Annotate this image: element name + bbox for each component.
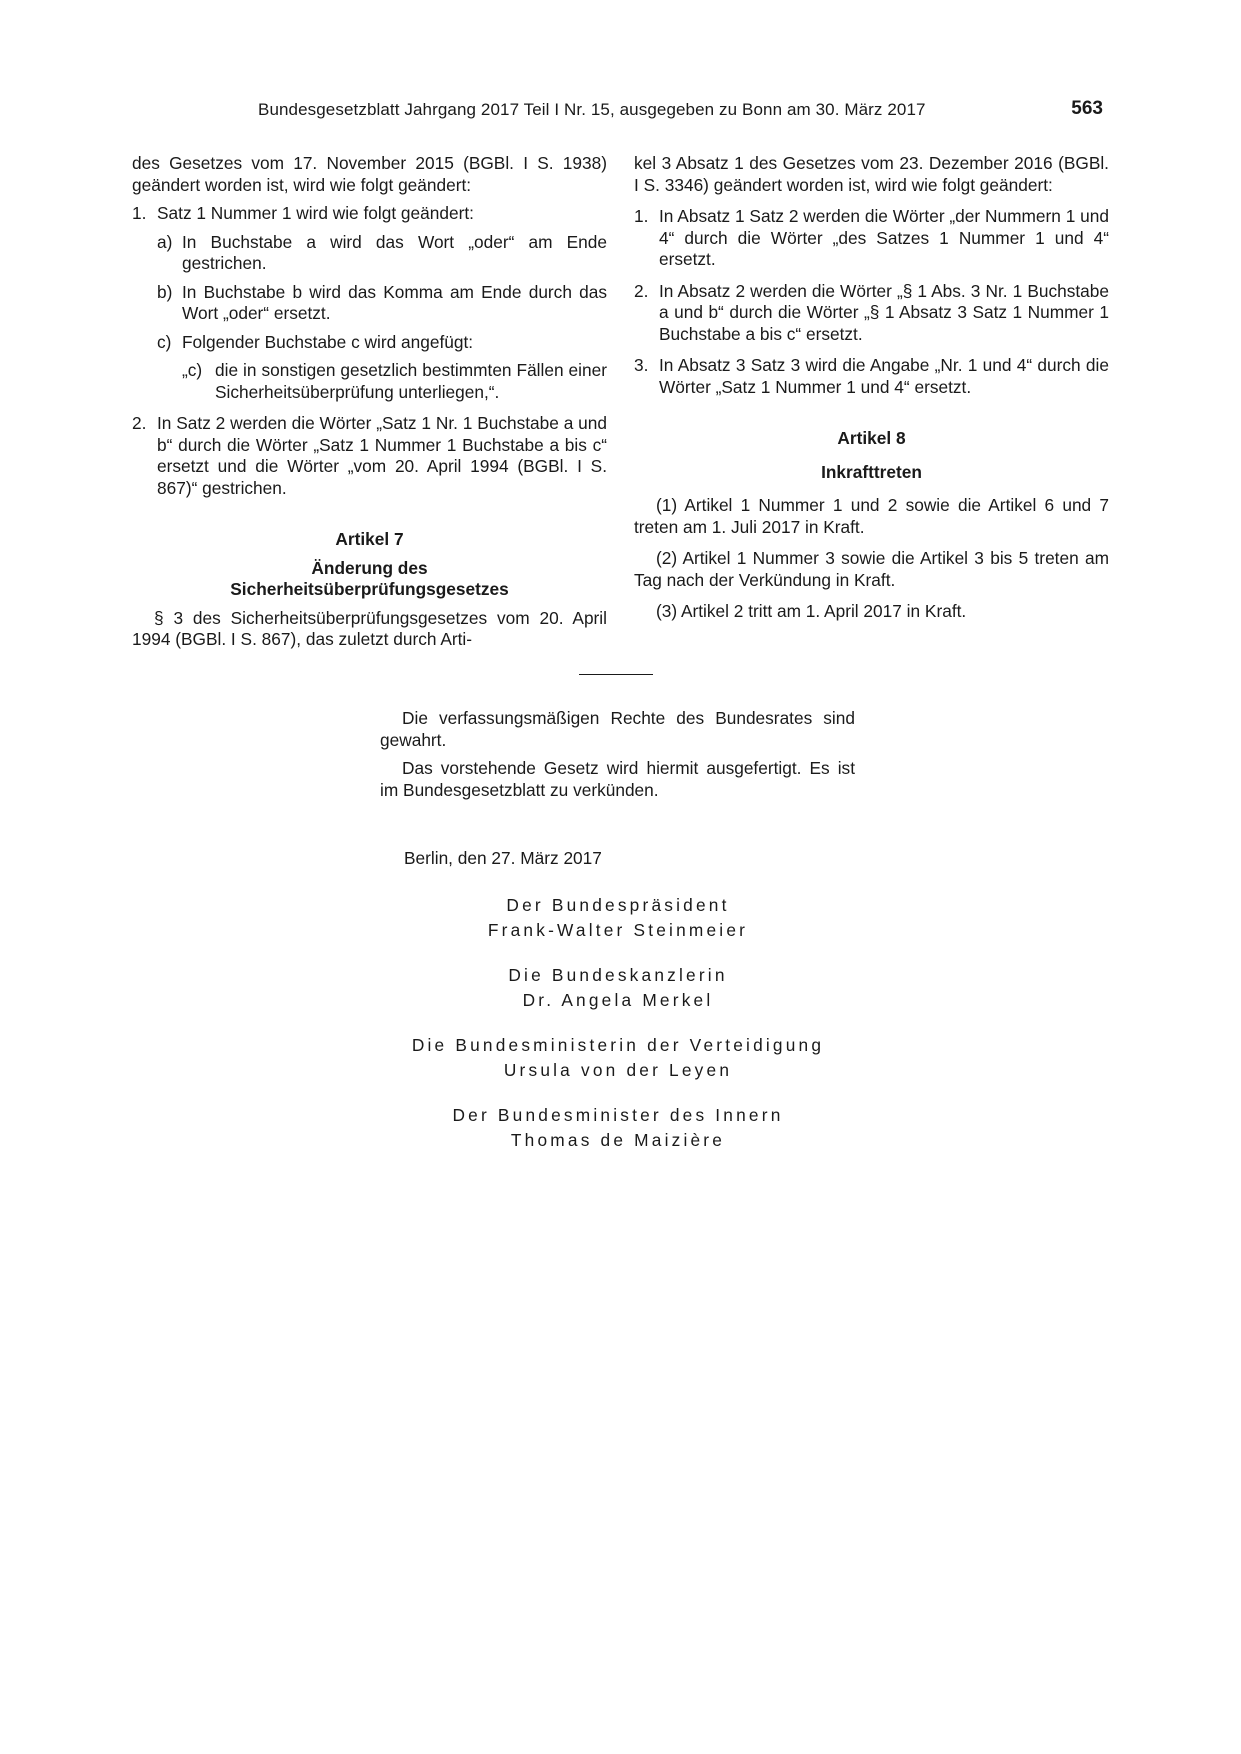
signature-4 bbox=[318, 1103, 918, 1153]
article-8-title: Inkrafttreten bbox=[821, 461, 922, 482]
list-number: 2. bbox=[132, 413, 147, 433]
article-8-para-3: (3) Artikel 2 tritt am 1. April 2017 in Kraft. bbox=[656, 601, 967, 621]
signatory-name: Dr. Angela Merkel bbox=[522, 990, 714, 1010]
place-date: Berlin, den 27. März 2017 bbox=[404, 848, 602, 868]
signatory-title: Der Bundespräsident bbox=[506, 895, 730, 915]
sub-item-text: In Buchstabe a wird das Wort „oder“ am Ende gestrichen. bbox=[182, 231, 607, 273]
sub-item-letter: c) bbox=[157, 331, 172, 352]
list-text: In Satz 2 werden die Wörter „Satz 1 Nr. 1 Buchstabe a und b“ durch die Wörter „Satz 1 Nummer 1 Buchstabe a bis c“ ersetzt und die Wörter „vom 20. April 1994 (BGBl. I S. 867)“ gestrichen. bbox=[157, 413, 607, 498]
article-7-label: Artikel 7 bbox=[335, 529, 404, 549]
sub-item-c bbox=[132, 332, 607, 354]
list-text: In Absatz 1 Satz 2 werden die Wörter „der Nummern 1 und 4“ durch die Wörter „des Satzes 1 Nummer 1 und 4“ ersetzt. bbox=[659, 206, 1109, 269]
signatory-name: Ursula von der Leyen bbox=[503, 1060, 733, 1080]
list-item-2 bbox=[634, 281, 1109, 346]
closing-para-1: Die verfassungsmäßigen Rechte des Bundesrates sind gewahrt. bbox=[380, 708, 855, 750]
signature-3 bbox=[318, 1033, 918, 1083]
list-item-3 bbox=[634, 355, 1109, 398]
list-text: In Absatz 2 werden die Wörter „§ 1 Abs. 3 Nr. 1 Buchstabe a und b“ durch die Wörter „§ 1 Absatz 3 Satz 1 Nummer 1 Buchstabe a bis c“ ersetzt. bbox=[659, 280, 1109, 344]
list-item-1 bbox=[634, 206, 1109, 271]
sub-item-a bbox=[132, 232, 607, 275]
left-intro: des Gesetzes vom 17. November 2015 (BGBl. I S. 1938) geändert worden ist, wird wie folgt geändert: bbox=[132, 153, 607, 195]
right-intro: kel 3 Absatz 1 des Gesetzes vom 23. Dezember 2016 (BGBl. I S. 3346) geändert worden ist, wird wie folgt geändert: bbox=[634, 153, 1109, 195]
signatory-title: Die Bundeskanzlerin bbox=[508, 965, 728, 985]
closing-para-2: Das vorstehende Gesetz wird hiermit ausgefertigt. Es ist im Bundesgesetzblatt zu verkünden. bbox=[380, 758, 855, 800]
list-item-2 bbox=[132, 413, 607, 499]
page-number: 563 bbox=[1071, 98, 1103, 119]
list-text: Satz 1 Nummer 1 wird wie folgt geändert: bbox=[157, 203, 474, 223]
signatory-title: Der Bundesminister des Innern bbox=[452, 1105, 784, 1125]
list-item-1 bbox=[132, 203, 607, 225]
article-7-title-line1: Änderung des bbox=[311, 557, 428, 578]
list-number: 1. bbox=[634, 206, 649, 226]
article-7-title-line2: Sicherheitsüberprüfungsgesetzes bbox=[230, 579, 509, 599]
running-header: Bundesgesetzblatt Jahrgang 2017 Teil I Nr. 15, ausgegeben zu Bonn am 30. März 2017 bbox=[258, 100, 926, 119]
signature-1 bbox=[318, 893, 918, 943]
sub-item-b bbox=[132, 282, 607, 325]
sub-item-text: Folgender Buchstabe c wird angefügt: bbox=[182, 331, 474, 352]
signature-block bbox=[318, 893, 918, 1173]
signature-2 bbox=[318, 963, 918, 1013]
closing-formula bbox=[380, 708, 855, 801]
list-number: 1. bbox=[132, 203, 147, 223]
quote-letter: „c) bbox=[182, 360, 203, 380]
right-column bbox=[634, 153, 1109, 623]
signatory-name: Thomas de Maizière bbox=[510, 1130, 726, 1150]
list-number: 3. bbox=[634, 355, 649, 375]
section-divider bbox=[579, 674, 653, 675]
sub-item-letter: b) bbox=[157, 281, 173, 302]
sub-item-text: In Buchstabe b wird das Komma am Ende durch das Wort „oder“ ersetzt. bbox=[182, 281, 607, 323]
left-column bbox=[132, 153, 607, 651]
sub-item-letter: a) bbox=[157, 231, 173, 252]
quoted-insertion bbox=[132, 360, 607, 403]
list-number: 2. bbox=[634, 280, 649, 301]
article-8-label: Artikel 8 bbox=[837, 428, 906, 448]
article-7-body: § 3 des Sicherheitsüberprüfungsgesetzes vom 20. April 1994 (BGBl. I S. 867), das zuletzt durch Arti- bbox=[132, 607, 607, 649]
quote-text: die in sonstigen gesetzlich bestimmten Fällen einer Sicherheitsüberprüfung unterliegen,“. bbox=[215, 360, 607, 402]
article-8-para-1: (1) Artikel 1 Nummer 1 und 2 sowie die Artikel 6 und 7 treten am 1. Juli 2017 in Kraft. bbox=[634, 495, 1109, 537]
signatory-name: Frank-Walter Steinmeier bbox=[487, 920, 749, 940]
article-8-para-2: (2) Artikel 1 Nummer 3 sowie die Artikel 3 bis 5 treten am Tag nach der Verkündung in Kraft. bbox=[634, 548, 1109, 590]
list-text: In Absatz 3 Satz 3 wird die Angabe „Nr. 1 und 4“ durch die Wörter „Satz 1 Nummer 1 und 4“ ersetzt. bbox=[659, 355, 1109, 397]
signatory-title: Die Bundesministerin der Verteidigung bbox=[411, 1035, 825, 1055]
